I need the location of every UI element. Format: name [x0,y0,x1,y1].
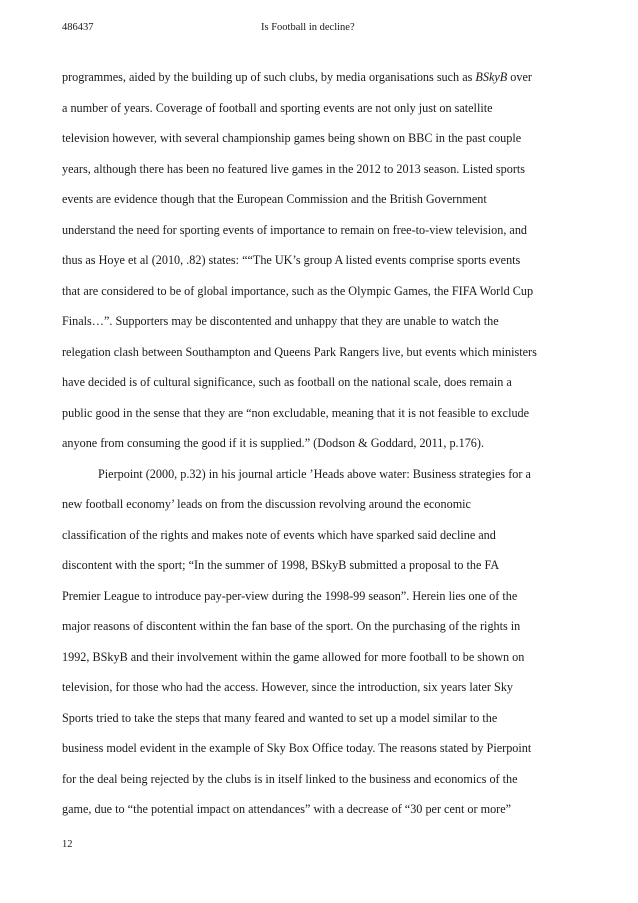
text-line: new football economy’ leads on from the discussion revolving around the economic [62,497,471,511]
text-line: game, due to “the potential impact on attendances” with a decrease of “30 per cent or more” [62,802,512,816]
running-header [62,20,582,36]
text-line: business model evident in the example of Sky Box Office today. The reasons stated by Pierpoint [62,741,532,755]
text-line: public good in the sense that they are “non excludable, meaning that it is not feasible to exclude [62,405,530,420]
text-line: classification of the rights and makes note of events which have sparked said decline and [62,527,496,542]
text-line: that are considered to be of global importance, such as the Olympic Games, the FIFA World Cup [62,283,534,298]
text-line: discontent with the sport; “In the summer of 1998, BSkyB submitted a proposal to the FA [62,558,500,572]
text-segment: over [507,70,532,84]
text-line: Finals…”. Supporters may be discontented and unhappy that they are unable to watch the [62,314,499,328]
text-line: a number of years. Coverage of football and sporting events are not only just on satellite [62,100,493,115]
text-line [62,69,586,100]
text-line: have decided is of cultural significance, such as football on the national scale, does remain a [62,375,512,389]
emphasis-text: BSkyB [475,70,508,84]
text-line: Premier League to introduce pay-per-view during the 1998-99 season”. Herein lies one of the [62,588,518,603]
student-id: 486437 [62,22,94,33]
text-line: for the deal being rejected by the clubs is in itself linked to the business and economics of the [62,771,518,786]
body-text [62,69,586,832]
text-line: 1992, BSkyB and their involvement within the game allowed for more football to be shown on [62,649,525,664]
text-line: understand the need for sporting events of importance to remain on free-to-view television, and [62,222,528,237]
text-line: relegation clash between Southampton and Queens Park Rangers live, but events which ministers [62,344,537,359]
running-title: Is Football in decline? [261,22,355,33]
text-line: television however, with several championship games being shown on BBC in the past couple [62,131,522,145]
text-line: thus as Hoye et al (2010, .82) states: ““The UK’s group A listed events comprise sports events [62,253,521,267]
text-segment: programmes, aided by the building up of such clubs, by media organisations such as [62,70,476,84]
text-line: Sports tried to take the steps that many feared and wanted to set up a model similar to the [62,710,498,725]
text-line: anyone from consuming the good if it is supplied.” (Dodson & Goddard, 2011, p.176). [62,436,484,450]
paragraph-first-line: Pierpoint (2000, p.32) in his journal article ’Heads above water: Business strategies for a [98,466,531,481]
text-line: television, for those who had the access. However, since the introduction, six years later Sky [62,680,514,694]
text-line: major reasons of discontent within the fan base of the sport. On the purchasing of the rights in [62,619,521,633]
text-line: years, although there has been no featured live games in the 2012 to 2013 season. Listed sports [62,161,526,176]
text-line: events are evidence though that the European Commission and the British Government [62,192,487,206]
page-number: 12 [62,839,73,850]
